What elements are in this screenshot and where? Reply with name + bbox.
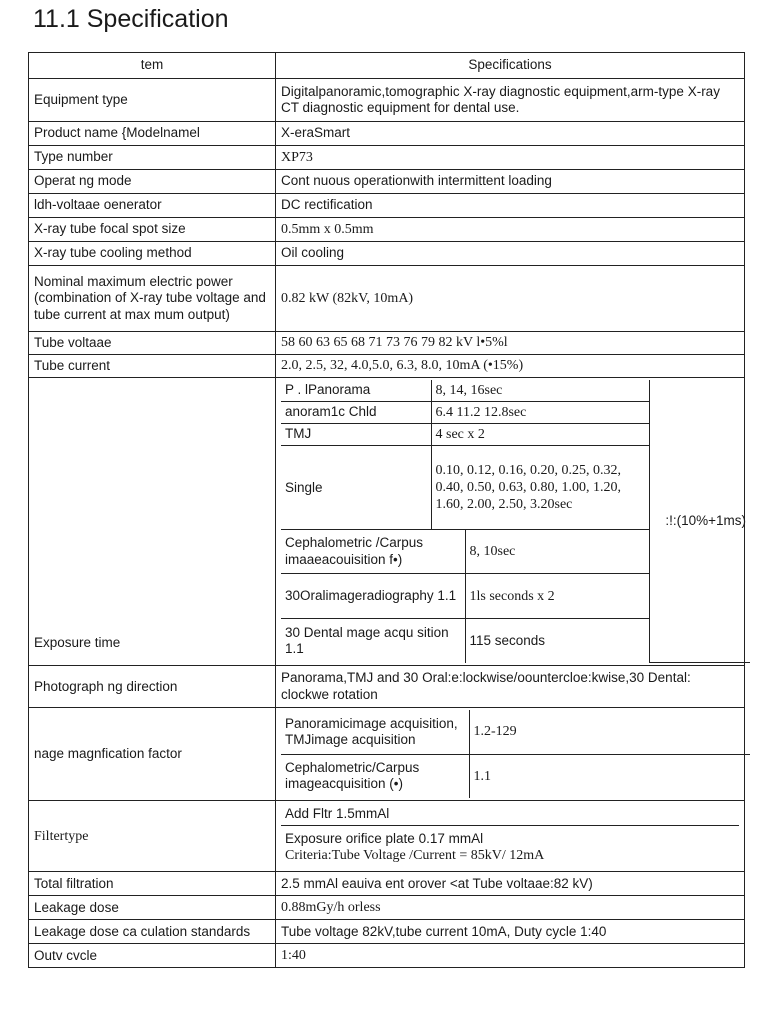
exposure-value: 8, 14, 16sec	[431, 380, 649, 402]
table-row	[29, 920, 745, 944]
exposure-value: 0.10, 0.12, 0.16, 0.20, 0.25, 0.32, 0.40, 0.50, 0.63, 0.80, 1.00, 1.20, 1.60, 2.00, 2.50, 3.20sec	[431, 446, 649, 530]
row-label: Filtertype	[29, 801, 276, 872]
exposure-mode: Cephalometric /Carpus imaaeacouisition f•)	[281, 530, 465, 574]
table-row	[29, 146, 745, 170]
filter-row	[281, 803, 739, 825]
magnification-value: 1.1	[469, 754, 750, 798]
row-label: Nominal maximum electric power (combination of X-ray tube voltage and tube current at max mum output)	[29, 266, 276, 332]
filter-type-cell	[276, 801, 745, 872]
specification-table	[28, 52, 745, 968]
row-value: DC rectification	[276, 194, 745, 218]
table-row	[29, 332, 745, 355]
row-label: Product name {Modelnamel	[29, 122, 276, 146]
table-row	[29, 896, 745, 920]
exposure-row	[281, 380, 750, 402]
row-label: Tube voltaae	[29, 332, 276, 355]
row-label: X-ray tube focal spot size	[29, 218, 276, 242]
filter-type-subtable	[281, 803, 739, 869]
row-label: Total filtration	[29, 872, 276, 896]
row-label: Type number	[29, 146, 276, 170]
exposure-value: 1ls seconds x 2	[465, 574, 649, 619]
table-row	[29, 242, 745, 266]
magnification-cell	[276, 708, 745, 801]
table-row	[29, 79, 745, 122]
row-value: 1:40	[276, 944, 745, 968]
row-value: Tube voltage 82kV,tube current 10mA, Duty cycle 1:40	[276, 920, 745, 944]
magnification-mode: Panoramicimage acquisition, TMJimage acquisition	[281, 710, 469, 754]
row-label: Outv cvcle	[29, 944, 276, 968]
table-row	[29, 944, 745, 968]
row-label: Exposure time	[29, 378, 276, 666]
magnification-value: 1.2-129	[469, 710, 750, 754]
row-value: Cont nuous operationwith intermittent loading	[276, 170, 745, 194]
filter-add: Add Fltr 1.5mmAl	[281, 803, 739, 825]
table-header-row	[29, 53, 745, 79]
magnification-row	[281, 710, 750, 754]
row-label: Photograph ng direction	[29, 666, 276, 708]
row-value: 0.82 kW (82kV, 10mA)	[276, 266, 745, 332]
row-value: XP73	[276, 146, 745, 170]
row-label: nage magnfication factor	[29, 708, 276, 801]
table-row-filter-type	[29, 801, 745, 872]
magnification-subtable	[281, 710, 750, 798]
exposure-value: 8, 10sec	[465, 530, 649, 574]
filter-row	[281, 825, 739, 869]
exposure-mode: TMJ	[281, 424, 431, 446]
header-item: tem	[29, 53, 276, 79]
exposure-mode: P . lPanorama	[281, 380, 431, 402]
table-row	[29, 170, 745, 194]
row-value: Oil cooling	[276, 242, 745, 266]
page-title: 11.1 Specification	[33, 5, 229, 33]
exposure-tolerance: :!:(10%+1ms)	[649, 380, 750, 663]
row-value: X-eraSmart	[276, 122, 745, 146]
row-label: Operat ng mode	[29, 170, 276, 194]
exposure-value: 115 seconds	[465, 619, 649, 663]
magnification-mode: Cephalometric/Carpus imageacquisition (•)	[281, 754, 469, 798]
exposure-time-cell	[276, 378, 745, 666]
row-value: 2.5 mmAl eauiva ent orover <at Tube voltaae:82 kV)	[276, 872, 745, 896]
row-value: 0.88mGy/h orless	[276, 896, 745, 920]
filter-orifice-plate: Exposure orifice plate 0.17 mmAl	[285, 830, 484, 846]
row-value: Panorama,TMJ and 30 Oral:e:lockwise/oountercloe:kwise,30 Dental: clockwe rotation	[276, 666, 745, 708]
filter-criteria: Criteria:Tube Voltage /Current = 85kV/ 12mA	[285, 848, 545, 864]
row-value: 2.0, 2.5, 32, 4.0,5.0, 6.3, 8.0, 10mA (•15%)	[276, 355, 745, 378]
header-specifications: Specifications	[276, 53, 745, 79]
row-value: 0.5mm x 0.5mm	[276, 218, 745, 242]
magnification-row	[281, 754, 750, 798]
exposure-mode: 30Oralimageradiography 1.1	[281, 574, 465, 619]
row-label: Leakage dose	[29, 896, 276, 920]
table-row	[29, 122, 745, 146]
table-row	[29, 194, 745, 218]
table-row	[29, 666, 745, 708]
table-row-magnification	[29, 708, 745, 801]
exposure-mode: anoram1c Chld	[281, 402, 431, 424]
exposure-mode: 30 Dental mage acqu sition 1.1	[281, 619, 465, 663]
row-label: ldh-voltaae oenerator	[29, 194, 276, 218]
exposure-value: 4 sec x 2	[431, 424, 649, 446]
exposure-time-subtable	[281, 380, 750, 663]
row-label: Equipment type	[29, 79, 276, 122]
table-row	[29, 218, 745, 242]
table-row	[29, 872, 745, 896]
row-label: Tube current	[29, 355, 276, 378]
table-row	[29, 266, 745, 332]
row-value: Digitalpanoramic,tomographic X-ray diagnostic equipment,arm-type X-ray CT diagnostic equipment for dental use.	[276, 79, 745, 122]
table-row-exposure-time	[29, 378, 745, 666]
exposure-value: 6.4 11.2 12.8sec	[431, 402, 649, 424]
table-row	[29, 355, 745, 378]
row-label: X-ray tube cooling method	[29, 242, 276, 266]
exposure-mode: Single	[281, 446, 431, 530]
row-label: Leakage dose ca culation standards	[29, 920, 276, 944]
filter-orifice	[281, 825, 739, 869]
row-value: 58 60 63 65 68 71 73 76 79 82 kV l•5%l	[276, 332, 745, 355]
